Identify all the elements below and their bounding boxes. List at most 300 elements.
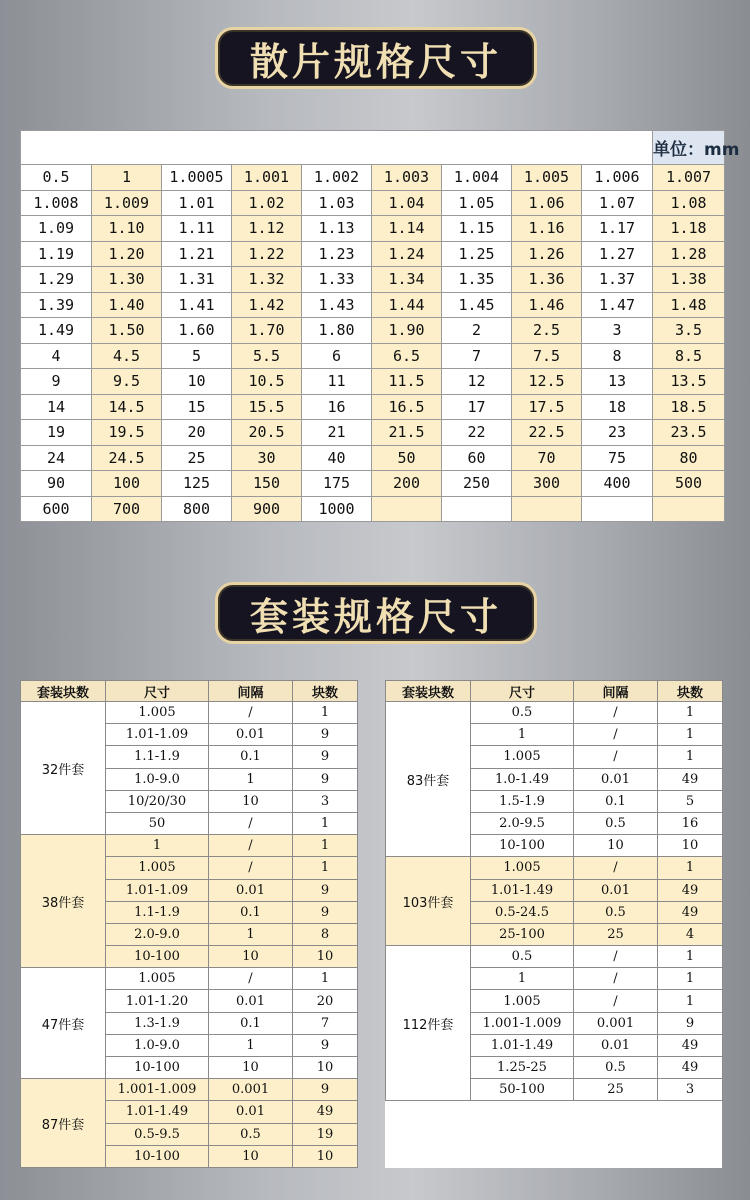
- interval: 25: [574, 923, 658, 945]
- size-cell: 1.22: [232, 241, 302, 267]
- interval: 10: [209, 1145, 293, 1167]
- size-range: 1.005: [471, 746, 574, 768]
- set-group: [21, 702, 358, 835]
- size-cell: 1.90: [372, 318, 442, 344]
- piece-count: 1: [658, 746, 723, 768]
- sets-table-left: [20, 680, 358, 1168]
- size-cell: 1.005: [512, 165, 582, 191]
- loose-row: [21, 394, 725, 420]
- interval: /: [574, 968, 658, 990]
- size-cell: 150: [232, 471, 302, 497]
- size-cell: 18: [582, 394, 653, 420]
- set-name: 87件套: [21, 1079, 106, 1168]
- size-range: 2.0-9.0: [106, 923, 209, 945]
- size-cell: 18.5: [653, 394, 725, 420]
- piece-count: 16: [658, 812, 723, 834]
- sets-header-row: [386, 681, 723, 702]
- size-cell: 1.02: [232, 190, 302, 216]
- size-range: 1.01-1.49: [471, 1034, 574, 1056]
- size-cell: 12.5: [512, 369, 582, 395]
- size-cell: 1.006: [582, 165, 653, 191]
- size-cell: 5: [162, 343, 232, 369]
- piece-count: 19: [293, 1123, 358, 1145]
- piece-count: 1: [658, 857, 723, 879]
- piece-count: 1: [658, 946, 723, 968]
- size-cell: 1.34: [372, 267, 442, 293]
- size-cell: 13.5: [653, 369, 725, 395]
- size-cell: [653, 496, 725, 522]
- size-cell: 1.11: [162, 216, 232, 242]
- size-cell: 1.05: [442, 190, 512, 216]
- size-cell: 1.009: [92, 190, 162, 216]
- table-row: [21, 702, 358, 724]
- size-cell: 1.0005: [162, 165, 232, 191]
- size-cell: 9: [21, 369, 92, 395]
- piece-count: 1: [293, 968, 358, 990]
- interval: /: [574, 990, 658, 1012]
- size-range: 1: [471, 968, 574, 990]
- size-range: 2.0-9.5: [471, 812, 574, 834]
- size-cell: 90: [21, 471, 92, 497]
- table-row: [386, 857, 723, 879]
- size-cell: 1.47: [582, 292, 653, 318]
- size-cell: 25: [162, 445, 232, 471]
- piece-count: 1: [293, 857, 358, 879]
- size-cell: 1.19: [21, 241, 92, 267]
- interval: 0.01: [574, 1034, 658, 1056]
- size-cell: 1.46: [512, 292, 582, 318]
- size-cell: 17: [442, 394, 512, 420]
- size-cell: 11.5: [372, 369, 442, 395]
- header-size: 尺寸: [471, 681, 574, 702]
- loose-row: [21, 369, 725, 395]
- interval: 0.5: [574, 1057, 658, 1079]
- size-cell: 1: [92, 165, 162, 191]
- loose-row: [21, 190, 725, 216]
- size-cell: 9.5: [92, 369, 162, 395]
- header-interval: 间隔: [574, 681, 658, 702]
- size-cell: 1.17: [582, 216, 653, 242]
- set-name: 47件套: [21, 968, 106, 1079]
- size-cell: 1.32: [232, 267, 302, 293]
- piece-count: 9: [293, 746, 358, 768]
- piece-count: 10: [293, 1145, 358, 1167]
- size-cell: 1.01: [162, 190, 232, 216]
- size-cell: 1.42: [232, 292, 302, 318]
- table-row: [21, 1079, 358, 1101]
- size-cell: 30: [232, 445, 302, 471]
- size-range: 0.5-9.5: [106, 1123, 209, 1145]
- size-cell: 800: [162, 496, 232, 522]
- size-cell: 10.5: [232, 369, 302, 395]
- size-cell: 8.5: [653, 343, 725, 369]
- size-range: 1.01-1.49: [106, 1101, 209, 1123]
- loose-pieces-table: [20, 130, 740, 522]
- size-cell: 600: [21, 496, 92, 522]
- interval: 0.001: [209, 1079, 293, 1101]
- set-name: 32件套: [21, 702, 106, 835]
- loose-pieces-title: 散片规格尺寸: [215, 27, 537, 89]
- size-cell: 900: [232, 496, 302, 522]
- size-cell: 1.27: [582, 241, 653, 267]
- size-cell: 1.44: [372, 292, 442, 318]
- size-cell: 75: [582, 445, 653, 471]
- size-cell: 1.13: [302, 216, 372, 242]
- interval: 10: [209, 946, 293, 968]
- size-cell: 1.07: [582, 190, 653, 216]
- size-range: 10/20/30: [106, 790, 209, 812]
- size-range: 10-100: [106, 946, 209, 968]
- size-cell: 1.80: [302, 318, 372, 344]
- size-cell: 1.31: [162, 267, 232, 293]
- sets-header-row: [21, 681, 358, 702]
- unit-label: 单位：mm: [653, 131, 725, 165]
- set-name: 103件套: [386, 857, 471, 946]
- size-cell: [372, 496, 442, 522]
- size-range: 50-100: [471, 1079, 574, 1101]
- size-cell: 23.5: [653, 420, 725, 446]
- interval: 25: [574, 1079, 658, 1101]
- size-range: 1.0-9.0: [106, 1034, 209, 1056]
- piece-count: 1: [658, 702, 723, 724]
- set-sizes-title: 套装规格尺寸: [215, 582, 537, 644]
- size-cell: 250: [442, 471, 512, 497]
- interval: 10: [209, 1057, 293, 1079]
- size-cell: 1.70: [232, 318, 302, 344]
- interval: 0.01: [209, 724, 293, 746]
- loose-row: [21, 471, 725, 497]
- interval: 0.001: [574, 1012, 658, 1034]
- size-range: 1: [471, 724, 574, 746]
- interval: /: [574, 746, 658, 768]
- table-row: [21, 835, 358, 857]
- size-cell: 1.37: [582, 267, 653, 293]
- size-cell: 0.5: [21, 165, 92, 191]
- loose-row: [21, 165, 725, 191]
- size-cell: [442, 496, 512, 522]
- size-cell: 1.39: [21, 292, 92, 318]
- interval: /: [574, 946, 658, 968]
- size-cell: 16.5: [372, 394, 442, 420]
- size-range: 1.005: [106, 857, 209, 879]
- interval: /: [574, 857, 658, 879]
- size-cell: 19.5: [92, 420, 162, 446]
- size-cell: 4.5: [92, 343, 162, 369]
- size-range: 50: [106, 812, 209, 834]
- size-cell: 3: [582, 318, 653, 344]
- size-range: 0.5: [471, 702, 574, 724]
- interval: /: [574, 724, 658, 746]
- size-cell: 21: [302, 420, 372, 446]
- size-cell: 4: [21, 343, 92, 369]
- size-cell: 1.48: [653, 292, 725, 318]
- size-range: 1.25-25: [471, 1057, 574, 1079]
- piece-count: 49: [293, 1101, 358, 1123]
- piece-count: 49: [658, 1034, 723, 1056]
- size-range: 1.005: [106, 968, 209, 990]
- set-group: [386, 702, 723, 857]
- size-cell: [512, 496, 582, 522]
- size-cell: 1.33: [302, 267, 372, 293]
- size-cell: 11: [302, 369, 372, 395]
- piece-count: 1: [293, 835, 358, 857]
- piece-count: 9: [658, 1012, 723, 1034]
- piece-count: 9: [293, 724, 358, 746]
- size-cell: 5.5: [232, 343, 302, 369]
- piece-count: 8: [293, 923, 358, 945]
- size-cell: 200: [372, 471, 442, 497]
- interval: 0.1: [209, 746, 293, 768]
- header-interval: 间隔: [209, 681, 293, 702]
- size-cell: 2: [442, 318, 512, 344]
- header-size: 尺寸: [106, 681, 209, 702]
- interval: /: [209, 835, 293, 857]
- size-cell: 20: [162, 420, 232, 446]
- size-cell: 125: [162, 471, 232, 497]
- interval: 0.01: [574, 768, 658, 790]
- header-blank: [21, 131, 653, 165]
- piece-count: 10: [293, 1057, 358, 1079]
- size-range: 0.5-24.5: [471, 901, 574, 923]
- size-cell: 1.003: [372, 165, 442, 191]
- interval: 0.1: [209, 1012, 293, 1034]
- size-cell: 1.38: [653, 267, 725, 293]
- piece-count: 49: [658, 1057, 723, 1079]
- size-cell: 10: [162, 369, 232, 395]
- size-cell: 1.15: [442, 216, 512, 242]
- piece-count: 3: [293, 790, 358, 812]
- size-cell: 7.5: [512, 343, 582, 369]
- piece-count: 1: [658, 724, 723, 746]
- size-range: 1: [106, 835, 209, 857]
- size-range: 1.005: [106, 702, 209, 724]
- table-row: [386, 946, 723, 968]
- set-name: 83件套: [386, 702, 471, 857]
- piece-count: 1: [293, 812, 358, 834]
- size-cell: 80: [653, 445, 725, 471]
- size-cell: 1.004: [442, 165, 512, 191]
- size-cell: 1.21: [162, 241, 232, 267]
- header-set-count: 套装块数: [386, 681, 471, 702]
- size-cell: 1.26: [512, 241, 582, 267]
- interval: /: [209, 857, 293, 879]
- size-cell: 1.20: [92, 241, 162, 267]
- interval: 0.1: [574, 790, 658, 812]
- size-cell: 300: [512, 471, 582, 497]
- loose-row: [21, 216, 725, 242]
- piece-count: 1: [658, 968, 723, 990]
- piece-count: 49: [658, 901, 723, 923]
- size-cell: 1.40: [92, 292, 162, 318]
- size-cell: 6.5: [372, 343, 442, 369]
- size-cell: 12: [442, 369, 512, 395]
- size-cell: 1.007: [653, 165, 725, 191]
- piece-count: 9: [293, 768, 358, 790]
- loose-row: [21, 241, 725, 267]
- interval: 0.01: [209, 990, 293, 1012]
- size-range: 1.001-1.009: [106, 1079, 209, 1101]
- size-range: 1.0-9.0: [106, 768, 209, 790]
- table-row: [386, 702, 723, 724]
- header-pieces: 块数: [293, 681, 358, 702]
- size-cell: 1.24: [372, 241, 442, 267]
- piece-count: 10: [293, 946, 358, 968]
- size-cell: 1.008: [21, 190, 92, 216]
- piece-count: 4: [658, 923, 723, 945]
- size-cell: 700: [92, 496, 162, 522]
- size-cell: 1.25: [442, 241, 512, 267]
- size-cell: 1.29: [21, 267, 92, 293]
- size-cell: 15.5: [232, 394, 302, 420]
- size-cell: 1.28: [653, 241, 725, 267]
- interval: 0.01: [209, 879, 293, 901]
- interval: 0.5: [209, 1123, 293, 1145]
- loose-table-header-row: [21, 131, 725, 165]
- piece-count: 9: [293, 879, 358, 901]
- piece-count: 49: [658, 768, 723, 790]
- size-cell: 24: [21, 445, 92, 471]
- size-cell: 1.41: [162, 292, 232, 318]
- interval: 0.01: [209, 1101, 293, 1123]
- size-cell: 1.002: [302, 165, 372, 191]
- piece-count: 7: [293, 1012, 358, 1034]
- set-group: [21, 1079, 358, 1168]
- size-range: 1.01-1.09: [106, 724, 209, 746]
- size-cell: 15: [162, 394, 232, 420]
- piece-count: 9: [293, 1034, 358, 1056]
- size-cell: 1.60: [162, 318, 232, 344]
- piece-count: 1: [293, 702, 358, 724]
- set-group: [386, 946, 723, 1101]
- size-range: 1.005: [471, 990, 574, 1012]
- interval: 1: [209, 1034, 293, 1056]
- interval: /: [209, 702, 293, 724]
- loose-row: [21, 343, 725, 369]
- piece-count: 9: [293, 901, 358, 923]
- sets-panel-left: [20, 680, 357, 1168]
- set-name: 38件套: [21, 835, 106, 968]
- piece-count: 3: [658, 1079, 723, 1101]
- size-cell: 20.5: [232, 420, 302, 446]
- size-range: 1.01-1.09: [106, 879, 209, 901]
- interval: 0.5: [574, 812, 658, 834]
- size-cell: 8: [582, 343, 653, 369]
- size-range: 1.01-1.49: [471, 879, 574, 901]
- size-cell: 500: [653, 471, 725, 497]
- size-cell: 1.001: [232, 165, 302, 191]
- size-cell: 400: [582, 471, 653, 497]
- loose-row: [21, 445, 725, 471]
- interval: 0.5: [574, 901, 658, 923]
- size-cell: 1.09: [21, 216, 92, 242]
- size-cell: 1.04: [372, 190, 442, 216]
- piece-count: 9: [293, 1079, 358, 1101]
- piece-count: 20: [293, 990, 358, 1012]
- loose-row: [21, 420, 725, 446]
- size-cell: 100: [92, 471, 162, 497]
- interval: /: [209, 812, 293, 834]
- size-cell: 24.5: [92, 445, 162, 471]
- size-cell: 23: [582, 420, 653, 446]
- piece-count: 49: [658, 879, 723, 901]
- size-cell: 21.5: [372, 420, 442, 446]
- size-range: 10-100: [471, 835, 574, 857]
- size-cell: 22.5: [512, 420, 582, 446]
- size-range: 0.5: [471, 946, 574, 968]
- size-cell: 17.5: [512, 394, 582, 420]
- set-group: [21, 835, 358, 968]
- size-cell: 1.43: [302, 292, 372, 318]
- size-cell: 60: [442, 445, 512, 471]
- size-cell: 1.18: [653, 216, 725, 242]
- size-cell: 1.08: [653, 190, 725, 216]
- size-cell: 1.10: [92, 216, 162, 242]
- interval: 10: [209, 790, 293, 812]
- size-range: 1.3-1.9: [106, 1012, 209, 1034]
- size-range: 1.001-1.009: [471, 1012, 574, 1034]
- size-range: 1.5-1.9: [471, 790, 574, 812]
- size-cell: 16: [302, 394, 372, 420]
- size-range: 10-100: [106, 1145, 209, 1167]
- size-range: 1.1-1.9: [106, 901, 209, 923]
- size-cell: 1.50: [92, 318, 162, 344]
- sets-panel-right: [385, 680, 722, 1168]
- size-cell: [582, 496, 653, 522]
- size-cell: 22: [442, 420, 512, 446]
- size-range: 25-100: [471, 923, 574, 945]
- size-range: 10-100: [106, 1057, 209, 1079]
- size-range: 1.1-1.9: [106, 746, 209, 768]
- size-cell: 13: [582, 369, 653, 395]
- header-pieces: 块数: [658, 681, 723, 702]
- size-cell: 1.06: [512, 190, 582, 216]
- table-row: [21, 968, 358, 990]
- piece-count: 1: [658, 990, 723, 1012]
- set-group: [386, 857, 723, 946]
- size-cell: 70: [512, 445, 582, 471]
- size-cell: 6: [302, 343, 372, 369]
- header-set-count: 套装块数: [21, 681, 106, 702]
- interval: 10: [574, 835, 658, 857]
- sets-table-right: [385, 680, 723, 1101]
- size-cell: 14.5: [92, 394, 162, 420]
- set-group: [21, 968, 358, 1079]
- loose-row: [21, 318, 725, 344]
- interval: 1: [209, 923, 293, 945]
- size-cell: 1.35: [442, 267, 512, 293]
- size-cell: 1.14: [372, 216, 442, 242]
- size-cell: 50: [372, 445, 442, 471]
- size-cell: 14: [21, 394, 92, 420]
- size-cell: 7: [442, 343, 512, 369]
- interval: 0.1: [209, 901, 293, 923]
- size-cell: 175: [302, 471, 372, 497]
- size-cell: 1.30: [92, 267, 162, 293]
- size-cell: 1.49: [21, 318, 92, 344]
- interval: 0.01: [574, 879, 658, 901]
- interval: /: [574, 702, 658, 724]
- size-cell: 1.16: [512, 216, 582, 242]
- size-cell: 1000: [302, 496, 372, 522]
- size-cell: 2.5: [512, 318, 582, 344]
- loose-row: [21, 292, 725, 318]
- size-cell: 1.03: [302, 190, 372, 216]
- set-name: 112件套: [386, 946, 471, 1101]
- interval: 1: [209, 768, 293, 790]
- size-cell: 40: [302, 445, 372, 471]
- size-cell: 1.12: [232, 216, 302, 242]
- piece-count: 10: [658, 835, 723, 857]
